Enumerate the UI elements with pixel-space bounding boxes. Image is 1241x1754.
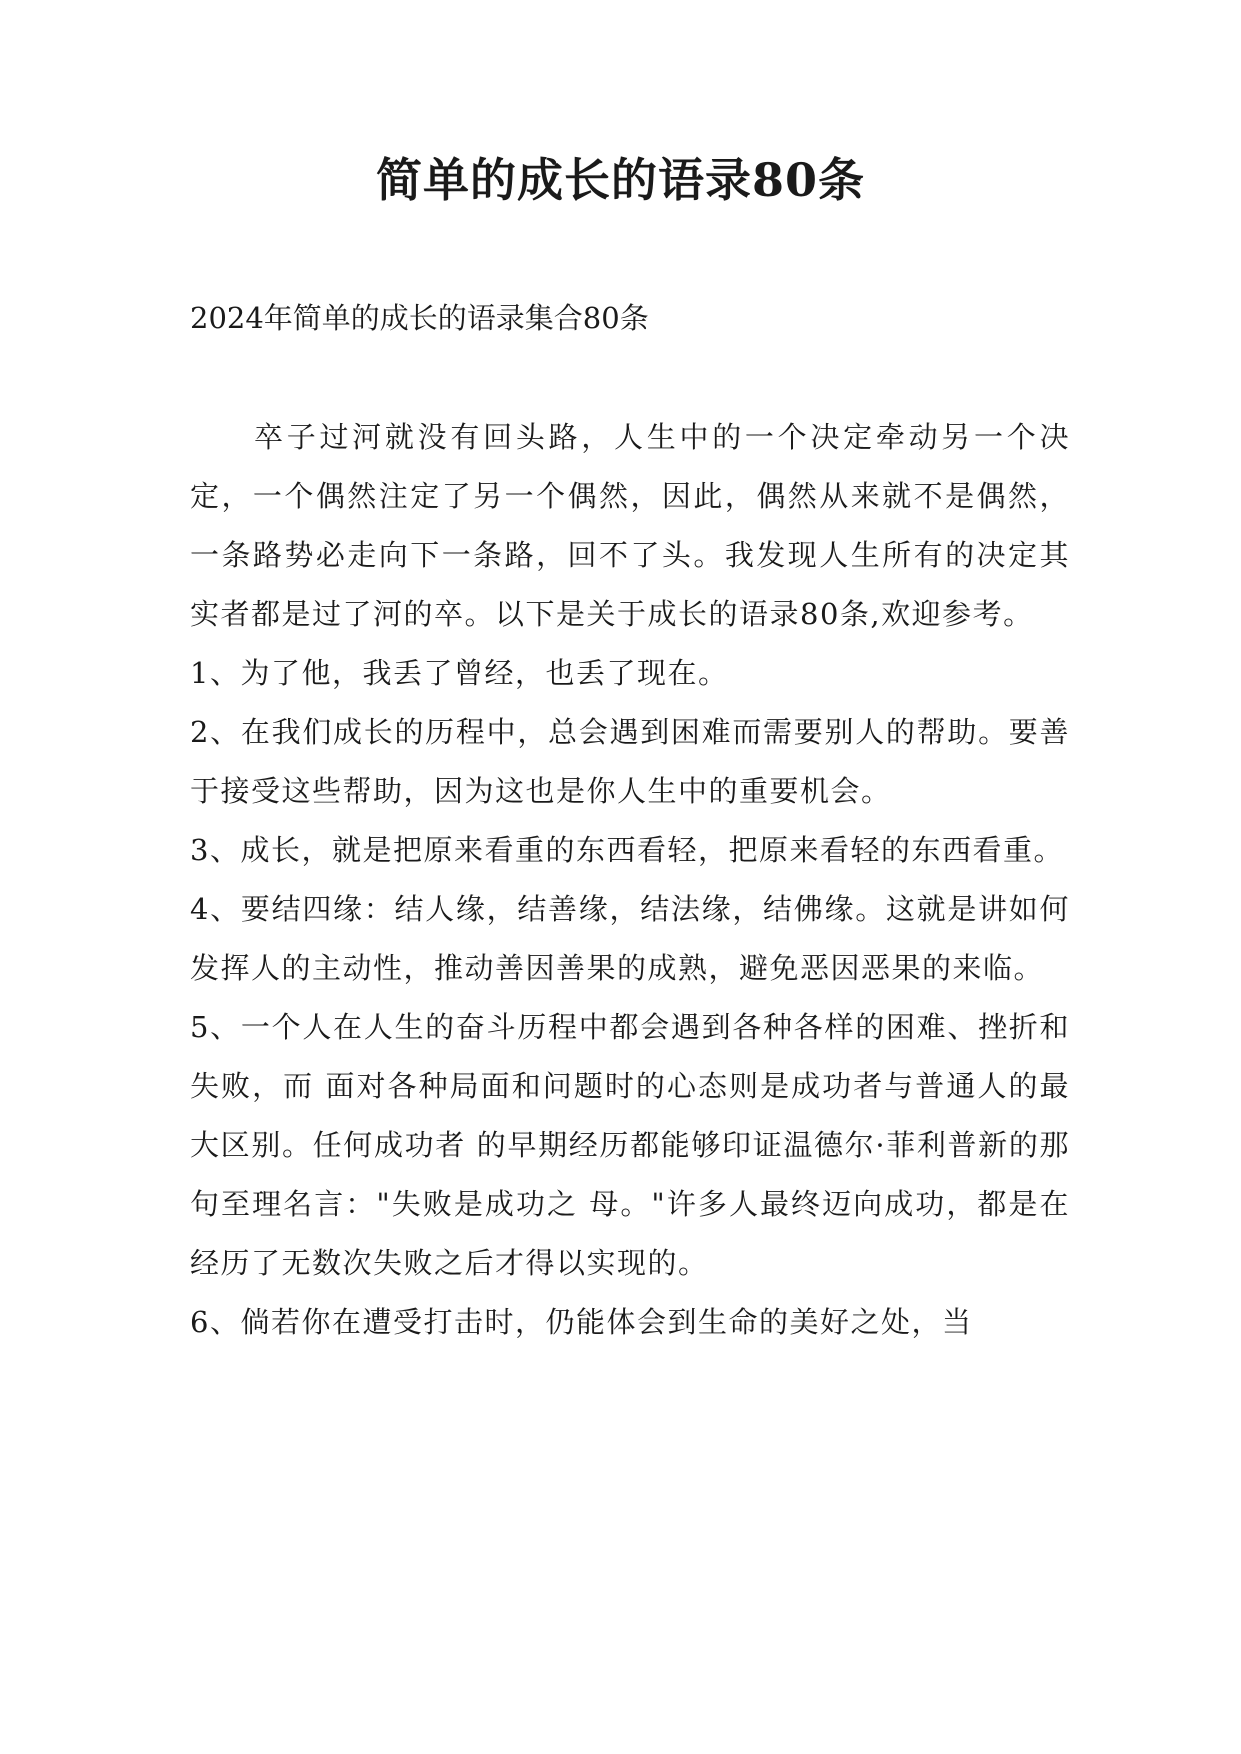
document-title: 简单的成长的语录80条 <box>375 153 865 207</box>
list-item: 3、成长，就是把原来看重的东西看轻，把原来看轻的东西看重。 <box>190 833 1064 867</box>
list-item: 2、在我们成长的历程中，总会遇到困难而需要别人的帮助。要善于接受这些帮助，因为这也是你人生中的重要机会。 <box>190 715 1070 808</box>
list-item: 5、一个人在人生的奋斗历程中都会遇到各种各样的困难、挫折和失败，而 面对各种局面和问题时的心态则是成功者与普通人的最大区别。任何成功者 的早期经历都能够印证温德尔·菲利普新的那句至理名言："失败是成功之 母。"许多人最终迈向成功，都是在经历了无数次失败之后才得以实现的。 <box>190 1010 1070 1280</box>
list-item: 4、要结四缘：结人缘，结善缘，结法缘，结佛缘。这就是讲如何发挥人的主动性，推动善因善果的成熟，避免恶因恶果的来临。 <box>190 892 1070 985</box>
list-item: 6、倘若你在遭受打击时，仍能体会到生命的美好之处，当 <box>190 1305 973 1339</box>
list-item: 1、为了他，我丢了曾经，也丢了现在。 <box>190 656 729 690</box>
document-subtitle: 2024年简单的成长的语录集合80条 <box>190 301 649 335</box>
intro-paragraph: 卒子过河就没有回头路，人生中的一个决定牵动另一个决定，一个偶然注定了另一个偶然，因此，偶然从来就不是偶然，一条路势必走向下一条路，回不了头。我发现人生所有的决定其实者都是过了河的卒。以下是关于成长的语录80条,欢迎参考。 <box>190 420 1070 631</box>
document-body <box>190 408 1070 1352</box>
